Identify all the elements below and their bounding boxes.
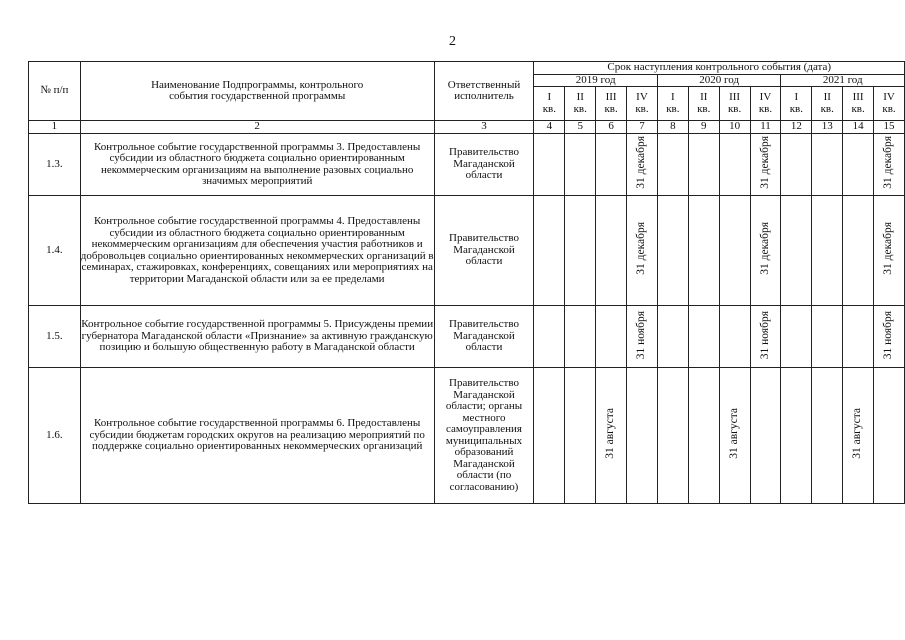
header-quarter xyxy=(565,87,596,121)
quarter-roman: III xyxy=(605,91,617,103)
deadline-date: 31 декабря xyxy=(758,222,771,276)
header-quarter xyxy=(781,87,812,121)
deadline-cell xyxy=(565,368,596,504)
quarter-abbr: кв. xyxy=(697,102,711,115)
column-number: 13 xyxy=(812,121,843,134)
event-description: Контрольное событие государственной программы 3. Предоставлены субсидии из областного бюджета социально ориентированным некоммерческим организациям на выполнение разовых социально значимых мероприятий xyxy=(80,134,434,196)
deadline-cell xyxy=(874,306,905,368)
quarter-abbr: кв. xyxy=(666,102,680,115)
deadline-cell xyxy=(565,306,596,368)
quarter-abbr: кв. xyxy=(851,102,865,115)
deadline-cell xyxy=(657,134,688,196)
deadline-cell xyxy=(627,368,658,504)
header-quarter xyxy=(657,87,688,121)
quarter-roman: II xyxy=(576,91,584,103)
deadline-cell xyxy=(750,196,781,306)
deadline-cell xyxy=(596,368,627,504)
deadline-cell xyxy=(657,368,688,504)
deadline-cell xyxy=(812,368,843,504)
deadline-cell xyxy=(812,196,843,306)
header-quarter xyxy=(596,87,627,121)
header-year: 2019 год xyxy=(534,74,658,87)
row-number: 1.5. xyxy=(29,306,81,368)
row-number: 1.6. xyxy=(29,368,81,504)
header-num: № п/п xyxy=(29,62,81,121)
deadline-cell xyxy=(719,368,750,504)
column-number: 12 xyxy=(781,121,812,134)
deadline-cell xyxy=(596,134,627,196)
deadline-cell xyxy=(781,306,812,368)
deadline-date: 31 августа xyxy=(727,408,740,460)
deadline-cell xyxy=(843,134,874,196)
column-number: 9 xyxy=(688,121,719,134)
deadline-date: 31 августа xyxy=(851,408,864,460)
column-number: 10 xyxy=(719,121,750,134)
deadline-cell xyxy=(627,134,658,196)
quarter-roman: I xyxy=(671,91,675,103)
deadline-cell xyxy=(534,196,565,306)
deadline-cell xyxy=(688,306,719,368)
header-quarter xyxy=(719,87,750,121)
deadline-cell xyxy=(843,306,874,368)
column-number: 14 xyxy=(843,121,874,134)
deadline-cell xyxy=(874,196,905,306)
deadline-cell xyxy=(596,306,627,368)
deadline-date: 31 декабря xyxy=(635,136,648,190)
deadline-cell xyxy=(874,368,905,504)
quarter-abbr: кв. xyxy=(604,102,618,115)
deadline-cell xyxy=(812,306,843,368)
column-number: 4 xyxy=(534,121,565,134)
event-description: Контрольное событие государственной программы 5. Присуждены премии губернатора Магаданской области «Признание» за активную гражданскую позицию и большую общественную работу в Магаданской области xyxy=(80,306,434,368)
deadline-cell xyxy=(688,368,719,504)
event-executor: Правительство Магаданской области xyxy=(434,306,534,368)
header-year: 2020 год xyxy=(657,74,781,87)
deadline-cell xyxy=(534,306,565,368)
event-executor: Правительство Магаданской области xyxy=(434,196,534,306)
quarter-abbr: кв. xyxy=(727,102,742,115)
quarter-abbr: кв. xyxy=(542,102,556,115)
column-number: 8 xyxy=(657,121,688,134)
header-name: Наименование Подпрограммы, контрольного события государственной программы xyxy=(80,62,434,121)
table-row xyxy=(29,134,905,196)
column-number: 7 xyxy=(627,121,658,134)
deadline-cell xyxy=(596,196,627,306)
deadline-date: 31 декабря xyxy=(882,136,895,190)
deadline-cell xyxy=(565,134,596,196)
table-row xyxy=(29,368,905,504)
header-year: 2021 год xyxy=(781,74,905,87)
column-number: 2 xyxy=(80,121,434,134)
deadline-cell xyxy=(750,134,781,196)
quarter-roman: IV xyxy=(636,91,648,103)
column-number: 11 xyxy=(750,121,781,134)
deadline-cell xyxy=(534,368,565,504)
deadline-cell xyxy=(781,368,812,504)
table-row xyxy=(29,196,905,306)
deadline-cell xyxy=(843,196,874,306)
quarter-roman: II xyxy=(823,91,831,103)
quarter-abbr: кв. xyxy=(758,102,773,115)
deadline-cell xyxy=(657,196,688,306)
deadline-date: 31 ноября xyxy=(758,310,771,359)
quarter-roman: III xyxy=(729,91,741,103)
page-number: 2 xyxy=(449,34,456,49)
table-row xyxy=(29,306,905,368)
event-description: Контрольное событие государственной программы 4. Предоставлены субсидии из областного бюджета социально ориентированным некоммерческим организациям для обеспечения участия работников и добровольцев социально ориентированных некоммерческих организаций в семинарах, стажировках, конференциях, совещаниях или мероприятиях на территории Магаданской области или за ее пределами xyxy=(80,196,434,306)
quarter-abbr: кв. xyxy=(789,102,803,115)
quarter-roman: III xyxy=(852,91,864,103)
deadline-cell xyxy=(565,196,596,306)
deadline-cell xyxy=(627,196,658,306)
column-number: 6 xyxy=(596,121,627,134)
column-number: 1 xyxy=(29,121,81,134)
header-quarter xyxy=(688,87,719,121)
header-quarter xyxy=(843,87,874,121)
deadline-date: 31 ноября xyxy=(635,310,648,359)
quarter-abbr: кв. xyxy=(635,102,649,115)
quarter-abbr: кв. xyxy=(882,102,896,115)
column-number: 3 xyxy=(434,121,534,134)
deadline-cell xyxy=(719,196,750,306)
deadline-cell xyxy=(688,196,719,306)
header-quarter xyxy=(812,87,843,121)
quarter-abbr: кв. xyxy=(820,102,834,115)
quarter-roman: I xyxy=(547,91,552,103)
header-quarter xyxy=(534,87,565,121)
deadline-cell xyxy=(534,134,565,196)
header-quarter xyxy=(627,87,658,121)
deadline-date: 31 декабря xyxy=(882,222,895,276)
column-number: 15 xyxy=(874,121,905,134)
deadline-cell xyxy=(781,196,812,306)
header-quarter xyxy=(750,87,781,121)
event-executor: Правительство Магаданской области xyxy=(434,134,534,196)
header-executor: Ответственный исполнитель xyxy=(434,62,534,121)
row-number: 1.4. xyxy=(29,196,81,306)
column-number: 5 xyxy=(565,121,596,134)
quarter-roman: IV xyxy=(759,91,772,103)
deadline-cell xyxy=(688,134,719,196)
quarter-roman: I xyxy=(794,91,799,103)
row-number: 1.3. xyxy=(29,134,81,196)
event-executor: Правительство Магаданской области; органы местного самоуправления муниципальных образований Магаданской области (по согласованию) xyxy=(434,368,534,504)
deadline-cell xyxy=(750,368,781,504)
deadline-cell xyxy=(843,368,874,504)
deadline-date: 31 ноября xyxy=(882,310,895,359)
quarter-abbr: кв. xyxy=(573,102,587,115)
deadline-cell xyxy=(627,306,658,368)
deadline-cell xyxy=(719,306,750,368)
deadline-cell xyxy=(874,134,905,196)
deadline-cell xyxy=(750,306,781,368)
header-quarter xyxy=(874,87,905,121)
deadline-date: 31 декабря xyxy=(635,222,648,276)
deadline-date: 31 августа xyxy=(604,408,617,460)
quarter-roman: II xyxy=(700,91,708,103)
deadline-date: 31 декабря xyxy=(758,136,771,190)
deadline-cell xyxy=(781,134,812,196)
header-deadline: Срок наступления контрольного события (дата) xyxy=(534,62,905,75)
control-events-table xyxy=(28,61,905,504)
event-description: Контрольное событие государственной программы 6. Предоставлены субсидии бюджетам городских округов на реализацию мероприятий по поддержке социально ориентированных некоммерческих организаций xyxy=(80,368,434,504)
deadline-cell xyxy=(812,134,843,196)
deadline-cell xyxy=(657,306,688,368)
deadline-cell xyxy=(719,134,750,196)
quarter-roman: IV xyxy=(883,91,895,103)
